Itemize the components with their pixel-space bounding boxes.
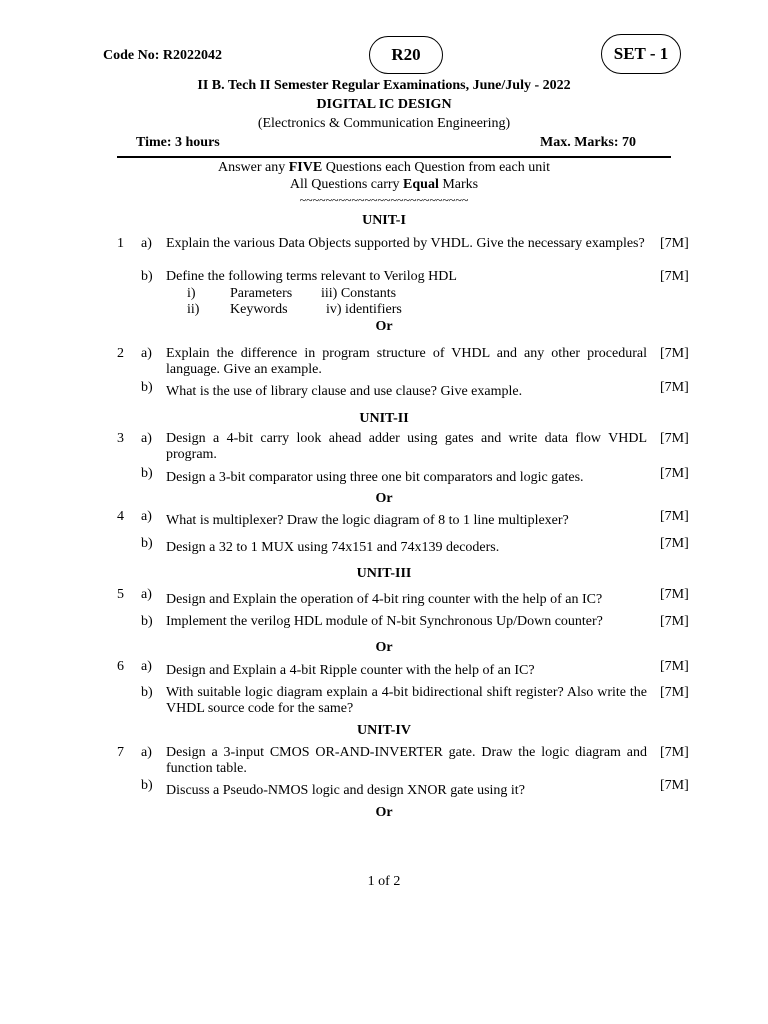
marks-label: [7M] xyxy=(660,778,689,793)
sub-label: a) xyxy=(141,659,152,674)
exam-time: Time: 3 hours xyxy=(136,135,220,150)
unit-3-heading: UNIT-III xyxy=(356,566,412,581)
exam-title: II B. Tech II Semester Regular Examinations, June/July - 2022 xyxy=(197,78,571,93)
question-number: 4 xyxy=(117,509,124,524)
sub-label: a) xyxy=(141,509,152,524)
question-text: With suitable logic diagram explain a 4-bit bidirectional shift register? Also write the VHDL source code for the same? xyxy=(166,685,647,716)
sub-label: a) xyxy=(141,745,152,760)
sub-label: b) xyxy=(141,614,153,629)
marks-label: [7M] xyxy=(660,536,689,551)
marks-label: [7M] xyxy=(660,659,689,674)
question-number: 3 xyxy=(117,431,124,446)
option-ii-text: Keywords xyxy=(230,302,288,317)
sub-label: b) xyxy=(141,466,153,481)
sub-label: b) xyxy=(141,778,153,793)
header-rule xyxy=(117,156,671,158)
sub-label: b) xyxy=(141,536,153,551)
sub-label: a) xyxy=(141,587,152,602)
question-text: Implement the verilog HDL module of N-bit Synchronous Up/Down counter? xyxy=(166,614,603,629)
option-i-text: Parameters xyxy=(230,286,293,301)
marks-label: [7M] xyxy=(660,466,689,481)
sub-label: a) xyxy=(141,431,152,446)
tilde-separator: ~~~~~~~~~~~~~~~~~~~~~~~~~~ xyxy=(299,193,469,207)
question-text: Design a 32 to 1 MUX using 74x151 and 74x139 decoders. xyxy=(166,540,500,555)
regulation-badge: R20 xyxy=(369,36,443,74)
question-text: Design and Explain a 4-bit Ripple counter with the help of an IC? xyxy=(166,663,535,678)
question-text: Explain the difference in program structure of VHDL and any other procedural language. Give an example. xyxy=(166,346,647,377)
marks-label: [7M] xyxy=(660,587,689,602)
question-text: Design and Explain the operation of 4-bit ring counter with the help of an IC? xyxy=(166,592,603,607)
marks-label: [7M] xyxy=(660,346,689,361)
question-number: 1 xyxy=(117,236,124,251)
marks-label: [7M] xyxy=(660,509,689,524)
question-text: Explain the various Data Objects supported by VHDL. Give the necessary examples? xyxy=(166,236,645,251)
option-iv-text: iv) identifiers xyxy=(326,302,402,317)
marks-label: [7M] xyxy=(660,431,689,446)
marks-label: [7M] xyxy=(660,236,689,251)
question-number: 2 xyxy=(117,346,124,361)
instruction-1-pre: Answer any xyxy=(217,160,289,175)
question-text: Design a 3-bit comparator using three one bit comparators and logic gates. xyxy=(166,470,584,485)
sub-label: b) xyxy=(141,269,153,284)
marks-label: [7M] xyxy=(660,685,689,700)
question-text: Design a 4-bit carry look ahead adder using gates and write data flow VHDL program. xyxy=(166,431,647,462)
marks-label: [7M] xyxy=(660,614,689,629)
question-number: 6 xyxy=(117,659,124,674)
branch-name: (Electronics & Communication Engineering) xyxy=(257,116,511,131)
option-i-label: i) xyxy=(187,286,196,301)
or-separator: Or xyxy=(375,805,393,820)
subject-title: DIGITAL IC DESIGN xyxy=(316,97,452,112)
sub-label: a) xyxy=(141,236,152,251)
option-ii-label: ii) xyxy=(187,302,200,317)
question-text: What is the use of library clause and use clause? Give example. xyxy=(166,384,523,399)
instruction-2-post: Marks xyxy=(438,177,479,192)
question-text: Discuss a Pseudo-NMOS logic and design XNOR gate using it? xyxy=(166,783,525,798)
marks-label: [7M] xyxy=(660,745,689,760)
instruction-1-bold: FIVE xyxy=(288,160,323,175)
sub-label: a) xyxy=(141,346,152,361)
question-text: Design a 3-input CMOS OR-AND-INVERTER gate. Draw the logic diagram and function table. xyxy=(166,745,647,776)
question-text: Define the following terms relevant to Verilog HDL xyxy=(166,269,457,284)
marks-label: [7M] xyxy=(660,380,689,395)
question-number: 7 xyxy=(117,745,124,760)
code-number: Code No: R2022042 xyxy=(103,48,222,63)
instruction-1-post: Questions each Question from each unit xyxy=(322,160,551,175)
or-separator: Or xyxy=(375,640,393,655)
instruction-line-1 xyxy=(0,160,768,176)
unit-4-heading: UNIT-IV xyxy=(357,723,411,738)
page-number: 1 of 2 xyxy=(367,874,401,889)
question-number: 5 xyxy=(117,587,124,602)
option-iii-text: iii) Constants xyxy=(321,286,397,301)
question-text: What is multiplexer? Draw the logic diagram of 8 to 1 line multiplexer? xyxy=(166,513,569,528)
max-marks: Max. Marks: 70 xyxy=(540,135,637,150)
unit-2-heading: UNIT-II xyxy=(359,411,409,426)
or-separator: Or xyxy=(375,491,393,506)
sub-label: b) xyxy=(141,685,153,700)
instruction-2-pre: All Questions carry xyxy=(289,177,404,192)
instruction-line-2 xyxy=(0,177,768,193)
set-badge: SET - 1 xyxy=(601,34,681,74)
marks-label: [7M] xyxy=(660,269,689,284)
or-separator: Or xyxy=(375,319,393,334)
instruction-2-bold: Equal xyxy=(403,177,439,192)
sub-label: b) xyxy=(141,380,153,395)
unit-1-heading: UNIT-I xyxy=(362,213,406,228)
